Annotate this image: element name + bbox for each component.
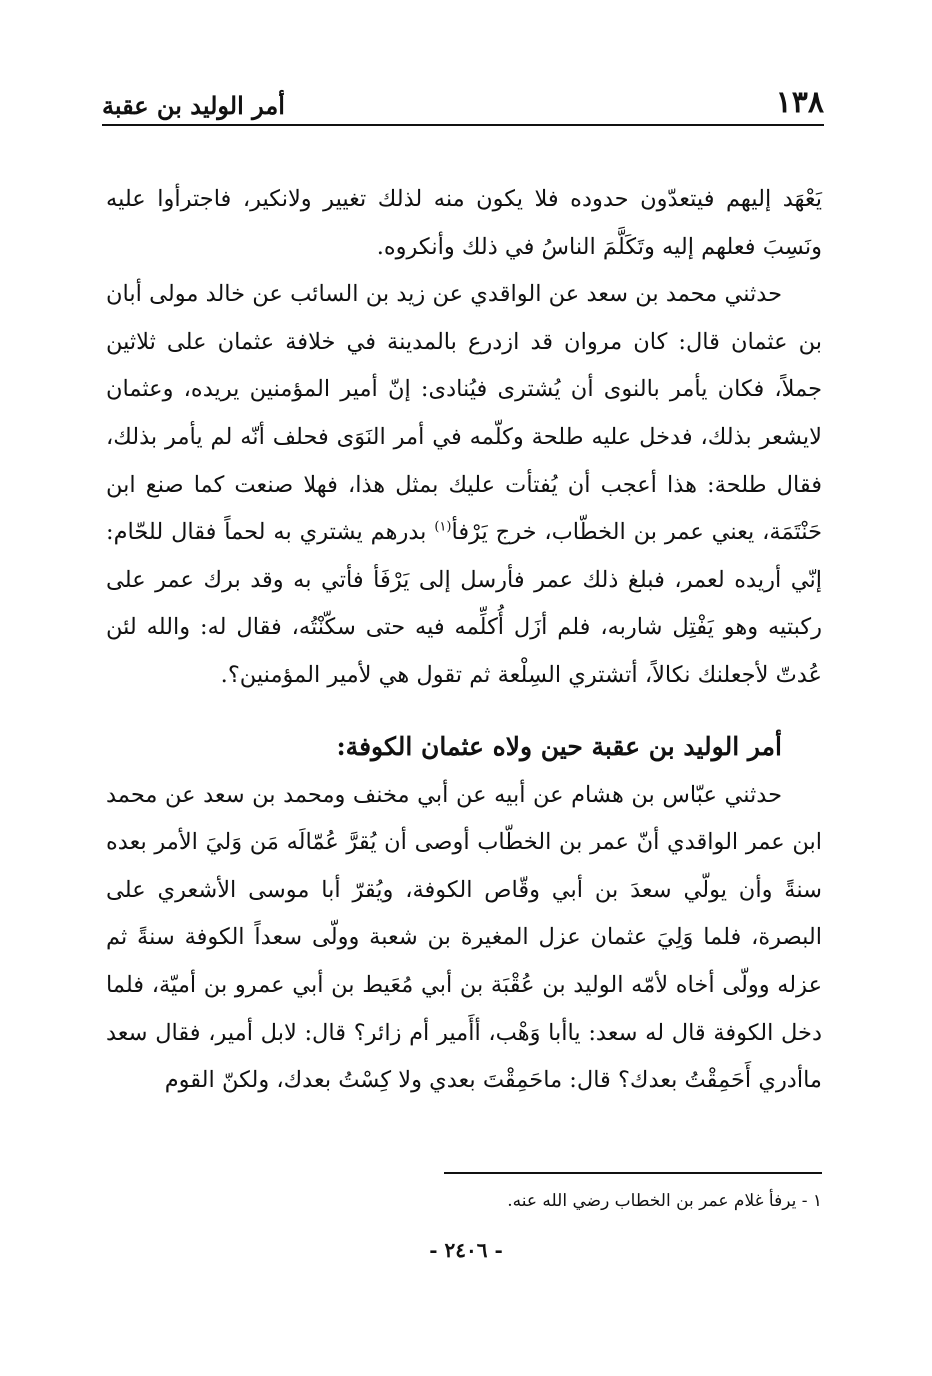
page-header xyxy=(102,78,824,126)
main-text xyxy=(106,176,822,1105)
footnote-separator xyxy=(444,1172,822,1174)
paragraph-2-end: بدرهم يشتري به لحماً فقال للحّام: إنّي أريده لعمر، فبلغ ذلك عمر فأرسل إلى يَرْفَأ فأتي به وقد برك عمر على ركبتيه وهو يَفْتِل شاربه، فلم أزَل أُكلِّمه فيه حتى سكّنْتُه، فقال له: والله لئن عُدتّ لأجعلنك نكالاً، أتشتري السِلْعة ثم تقول هي لأمير المؤمنين؟. xyxy=(106,519,822,688)
paragraph-2 xyxy=(106,271,822,699)
section-heading: أمر الوليد بن عقبة حين ولاه عثمان الكوفة: xyxy=(336,731,782,761)
paragraph-1: يَعْهَد إليهم فيتعدّون حدوده فلا يكون منه لذلك تغيير ولانكير، فاجترأوا عليه ونَسِبَ فعلهم إليه وتَكَلَّمَ الناسُ في ذلك وأنكروه. xyxy=(106,186,822,260)
footnote: ١ - يرفأ غلام عمر بن الخطاب رضي الله عنه. xyxy=(507,1191,822,1211)
paragraph-3: حدثني عبّاس بن هشام عن أبيه عن أبي مخنف ومحمد بن سعد عن محمد ابن عمر الواقدي أنّ عمر بن الخطّاب أوصى أن يُقرَّ عُمّالَه مَن وَليَ الأمر بعده سنةً وأن يولّي سعدَ بن أبي وقّاص الكوفة، ويُقرّ أبا موسى الأشعري على البصرة، فلما وَلِيَ عثمان عزل المغيرة بن شعبة وولّى سعداً الكوفة سنةً ثم عزله وولّى أخاه لأمّه الوليد بن عُقْبَة بن أبي مُعَيط بن أبي عمرو بن أميّة، فلما دخل الكوفة قال له سعد: ياأبا وَهْب، أأَمير أم زائر؟ قال: لابل أمير، فقال سعد ماأدري أَحَمِقْتُ بعدك؟ قال: ماحَمِقْتَ بعدي ولا كِسْتُ بعدك، ولكنّ القوم xyxy=(106,781,822,1094)
paragraph-2-start: حدثني محمد بن سعد عن الواقدي عن زيد بن السائب عن خالد مولى أبان بن عثمان قال: كان مروان قد ازدرع بالمدينة في خلافة عثمان على ثلاثين جملاً، فكان يأمر بالنوى أن يُشترى فيُنادى: إنّ أمير المؤمنين يريده، وعثمان لايشعر بذلك، فدخل عليه طلحة وكلّمه في أمر النَوَى فحلف أنّه لم يأمر بذلك، فقال طلحة: هذا أعجب أن يُفتأت عليك بمثل هذا، فهلا صنعت كما صنع ابن حَنْتَمَة، يعني عمر بن الخطّاب، خرج يَرْفأ xyxy=(106,281,822,546)
running-title: أمر الوليد بن عقبة xyxy=(102,91,285,120)
page-number: ١٣٨ xyxy=(775,85,824,120)
print-page-number: - ٢٤٠٦ - xyxy=(429,1238,503,1262)
footnote-reference: (١) xyxy=(434,519,452,535)
